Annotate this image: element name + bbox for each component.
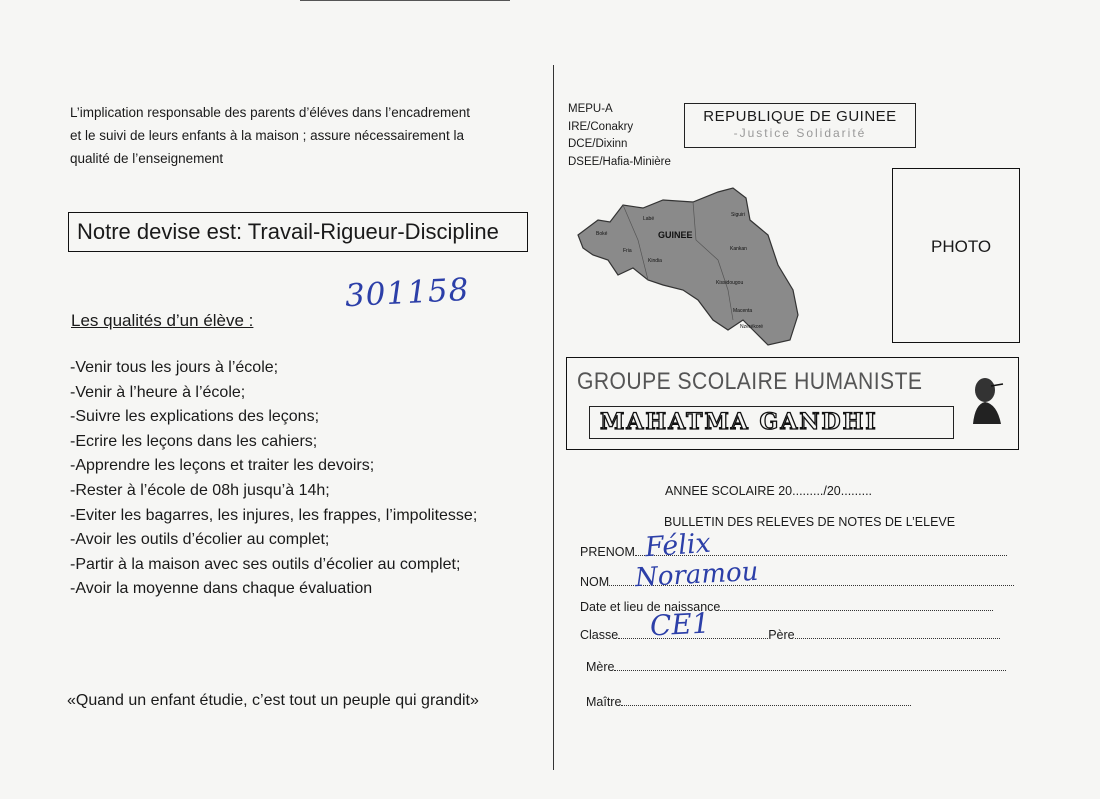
- quality-item: -Apprendre les leçons et traiter les devoirs;: [70, 457, 375, 475]
- mere-label: Mère: [586, 660, 615, 674]
- school-name: GROUPE SCOLAIRE HUMANISTE: [577, 368, 923, 395]
- intro-line: qualité de l’enseignement: [70, 151, 224, 166]
- intro-line: et le suivi de leurs enfants à la maison ; assure nécessairement la: [70, 128, 464, 143]
- maitre-label: Maître: [586, 695, 622, 709]
- classe-label: Classe: [580, 628, 619, 642]
- prenom-value: Félix: [643, 527, 712, 564]
- map-place: Labé: [643, 216, 655, 222]
- fold-line: [553, 65, 554, 770]
- qualities-title: Les qualités d’un élève :: [71, 311, 254, 330]
- quality-item: -Avoir la moyenne dans chaque évaluation: [70, 580, 373, 598]
- map-place: Kankan: [730, 246, 747, 252]
- motto-box: Notre devise est: Travail-Rigueur-Discipline: [68, 212, 528, 252]
- country-name: REPUBLIQUE DE GUINEE: [703, 108, 897, 125]
- top-edge-line: [300, 0, 510, 1]
- map-place: Siguiri: [731, 212, 745, 218]
- map-place: Nzérékoré: [740, 324, 764, 330]
- admin-line: DCE/Dixinn: [568, 138, 628, 150]
- gandhi-portrait-icon: [965, 370, 1007, 424]
- administration-block: [568, 101, 671, 171]
- quality-item: -Partir à la maison avec ses outils d’écolier au complet;: [70, 555, 461, 573]
- nom-label: NOM: [580, 575, 610, 589]
- intro-line: L’implication responsable des parents d’éléves dans l’encadrement: [70, 105, 470, 120]
- admin-line: DSEE/Hafia-Minière: [568, 155, 671, 168]
- school-subname: MAHATMA GANDHI: [600, 409, 878, 435]
- map-place: Kindia: [648, 258, 662, 264]
- quality-item: -Ecrire les leçons dans les cahiers;: [70, 432, 318, 450]
- admin-line: IRE/Conakry: [568, 120, 634, 133]
- intro-paragraph: [70, 101, 540, 170]
- maitre-field: [586, 695, 911, 709]
- republic-box: [684, 103, 916, 148]
- quality-item: -Rester à l’école de 08h jusqu’à 14h;: [70, 481, 330, 499]
- map-place: Boké: [596, 231, 608, 237]
- pere-label: Père: [768, 628, 795, 642]
- bulletin-title: BULLETIN DES RELEVES DE NOTES DE L’ELEVE: [664, 515, 956, 529]
- guinea-map: [568, 180, 818, 350]
- school-box: [566, 357, 1019, 450]
- mere-field: [586, 660, 1006, 674]
- qualities-list: [70, 356, 477, 602]
- national-motto: -Justice Solidarité: [733, 126, 867, 140]
- classe-field: [580, 628, 1000, 642]
- naissance-field: [580, 600, 993, 614]
- quality-item: -Venir tous les jours à l’école;: [70, 359, 279, 376]
- map-country-label: GUINEE: [658, 230, 693, 240]
- naissance-label: Date et lieu de naissance: [580, 600, 721, 614]
- prenom-label: PRENOM: [580, 545, 635, 559]
- map-place: Kissidougou: [716, 280, 744, 286]
- school-year: ANNEE SCOLAIRE 20........./20.........: [665, 484, 873, 498]
- classe-value: CE1: [649, 606, 711, 643]
- school-subname-box: [589, 406, 954, 439]
- photo-box: [892, 168, 1020, 343]
- admin-line: MEPU-A: [568, 103, 613, 115]
- map-place: Fria: [623, 248, 632, 254]
- handwritten-number: 301158: [344, 271, 471, 315]
- map-place: Macenta: [733, 308, 753, 314]
- map-shape: [578, 188, 798, 345]
- photo-label: PHOTO: [931, 237, 992, 256]
- quality-item: -Suivre les explications des leçons;: [70, 408, 320, 426]
- quality-item: -Eviter les bagarres, les injures, les frappes, l’impolitesse;: [70, 506, 478, 524]
- nom-value: Noramou: [634, 556, 760, 594]
- quality-item: -Venir à l’heure à l’école;: [70, 383, 246, 401]
- quality-item: -Avoir les outils d’écolier au complet;: [70, 531, 330, 549]
- quote: «Quand un enfant étudie, c’est tout un peuple qui grandit»: [67, 692, 479, 709]
